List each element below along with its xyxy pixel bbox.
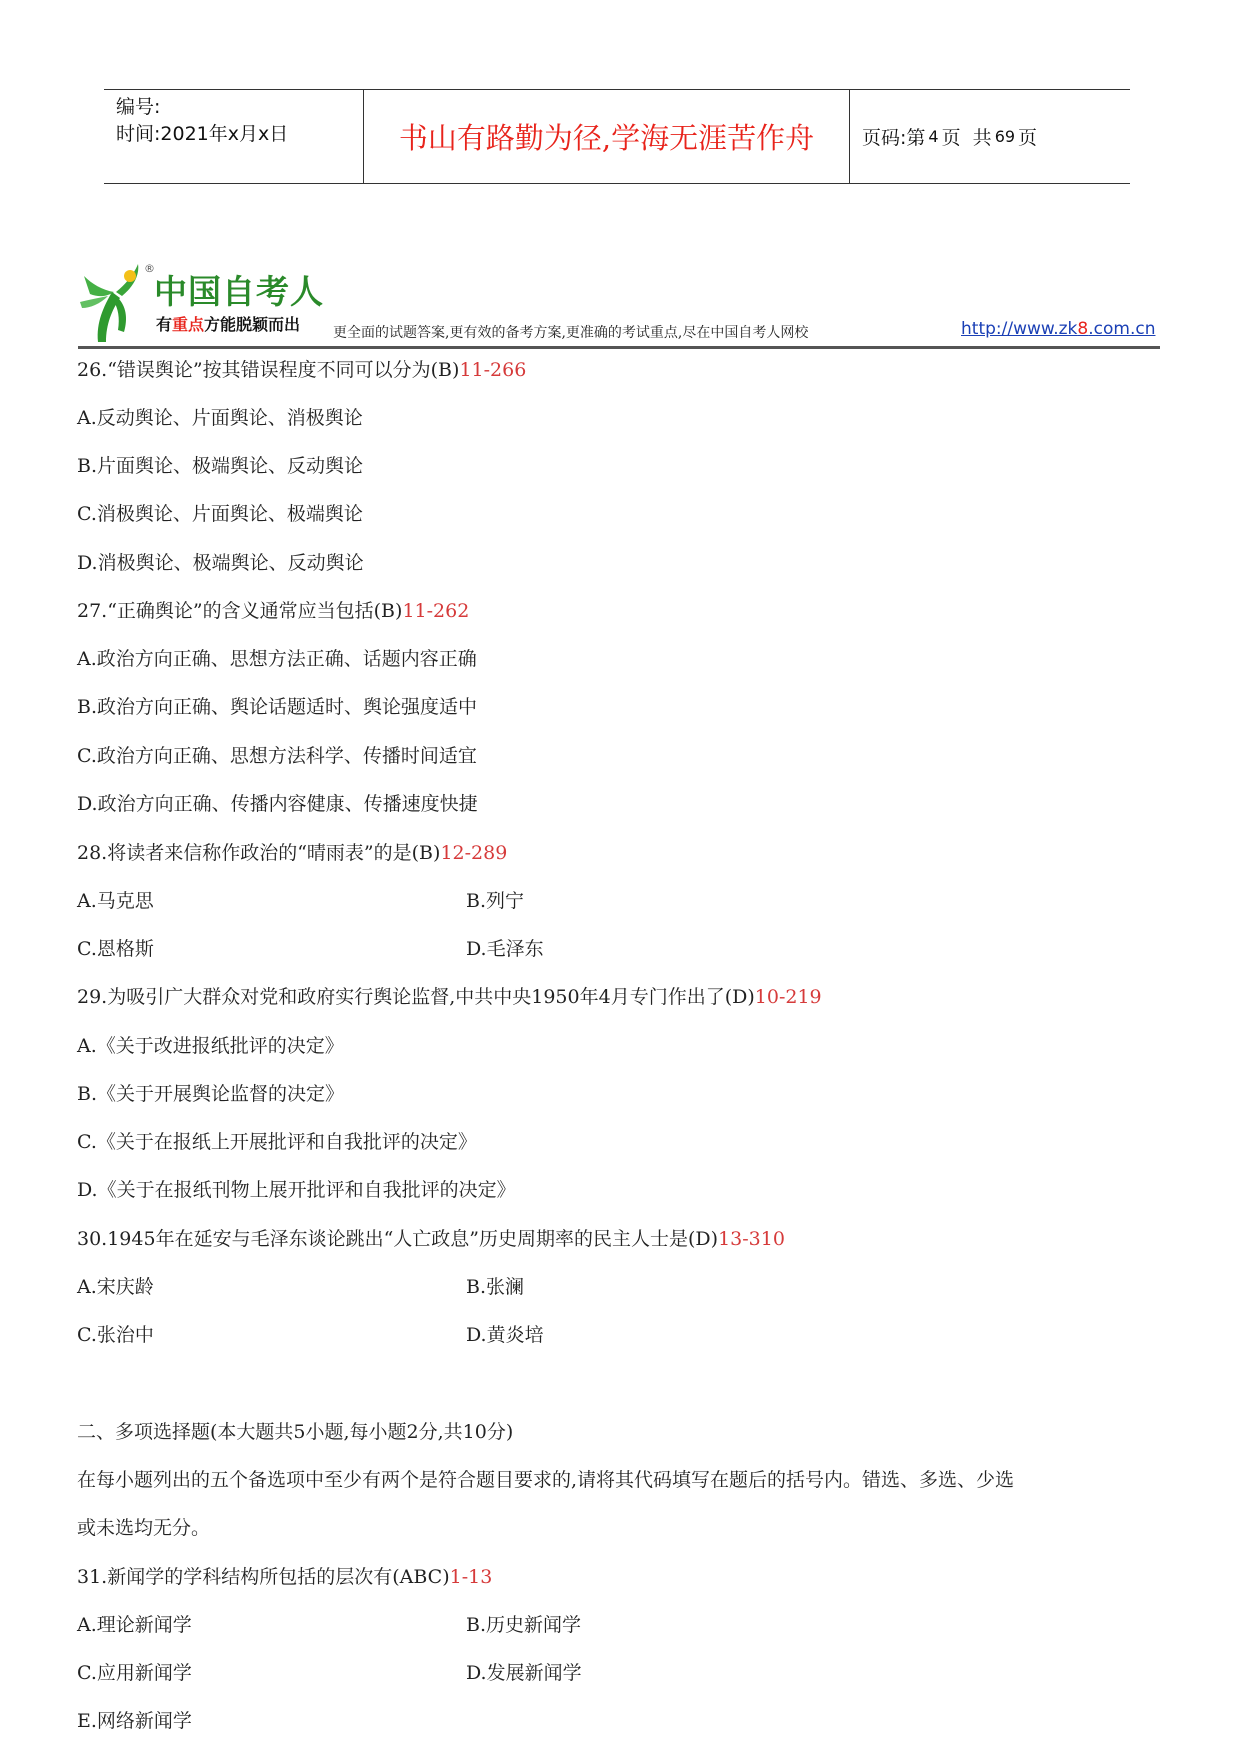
chapter-ref: 1-13 (449, 1566, 493, 1588)
tagline: 更全面的试题答案,更有效的备考方案,更准确的考试重点,尽在中国自考人网校 (333, 325, 809, 341)
question-28-option-a: A.马克思 (77, 890, 154, 912)
question-26-option-d: D.消极舆论、极端舆论、反动舆论 (77, 552, 364, 574)
question-27-option-d: D.政治方向正确、传播内容健康、传播速度快捷 (77, 793, 478, 815)
slogan (156, 312, 300, 335)
question-31-stem (77, 1564, 492, 1590)
question-27-stem (77, 598, 469, 624)
chapter-ref: 11-262 (402, 600, 470, 622)
brand-name: 中国自考人 (154, 272, 324, 311)
question-30-option-d: D.黄炎培 (466, 1324, 544, 1346)
question-29-option-a: A.《关于改进报纸批评的决定》 (77, 1035, 344, 1057)
header-meta (104, 90, 364, 183)
question-30-option-a: A.宋庆龄 (77, 1276, 154, 1298)
question-31-option-d: D.发展新闻学 (466, 1662, 582, 1684)
chapter-ref: 11-266 (459, 359, 527, 381)
stem-text: 31.新闻学的学科结构所包括的层次有(ABC) (77, 1566, 450, 1588)
stem-text: 30.1945年在延安与毛泽东谈论跳出“人亡政息”历史周期率的民主人士是(D) (77, 1228, 719, 1250)
question-28-option-d: D.毛泽东 (466, 938, 544, 960)
question-26-stem (77, 357, 526, 383)
running-figure-logo-icon (78, 262, 150, 344)
banner-divider (78, 346, 1160, 349)
page-current: 4 (928, 127, 939, 146)
question-31-option-c: C.应用新闻学 (77, 1662, 192, 1684)
stem-text: 29.为吸引广大群众对党和政府实行舆论监督,中共中央1950年4月专门作出了(D) (77, 986, 755, 1008)
stem-text: 27.“正确舆论”的含义通常应当包括(B) (77, 600, 403, 622)
url-part-red: 8 (1077, 319, 1089, 339)
time-label: 时间:2021年x月x日 (116, 123, 289, 145)
slogan-highlight: 重点 (172, 315, 205, 334)
motto: 书山有路勤为径,学海无涯苦作舟 (364, 90, 850, 183)
question-29-option-c: C.《关于在报纸上开展批评和自我批评的决定》 (77, 1131, 477, 1153)
page-total: 69 (994, 127, 1016, 146)
registered-mark: ® (144, 262, 155, 275)
question-31-option-e: E.网络新闻学 (77, 1710, 192, 1732)
question-28-stem (77, 840, 507, 866)
page-prefix: 页码:第 (862, 127, 926, 149)
page-indicator (850, 90, 1130, 183)
question-29-option-b: B.《关于开展舆论监督的决定》 (77, 1083, 345, 1105)
number-label: 编号: (116, 96, 161, 118)
stem-text: 28.将读者来信称作政治的“晴雨表”的是(B) (77, 842, 441, 864)
question-27-option-a: A.政治方向正确、思想方法正确、话题内容正确 (77, 648, 477, 670)
page-header (104, 89, 1130, 184)
question-30-option-b: B.张澜 (466, 1276, 525, 1298)
site-link[interactable] (961, 319, 1155, 339)
question-30-option-c: C.张治中 (77, 1324, 154, 1346)
chapter-ref: 10-219 (754, 986, 822, 1008)
question-29-option-d: D.《关于在报纸刊物上展开批评和自我批评的决定》 (77, 1179, 516, 1201)
question-31-option-a: A.理论新闻学 (77, 1614, 192, 1636)
question-26-option-b: B.片面舆论、极端舆论、反动舆论 (77, 455, 364, 477)
question-29-stem (77, 984, 822, 1010)
section-2-instructions-line-1: 在每小题列出的五个备选项中至少有两个是符合题目要求的,请将其代码填写在题后的括号内。错选、多选、少选 (77, 1469, 1015, 1491)
url-part-b: .com.cn (1088, 319, 1156, 339)
stem-text: 26.“错误舆论”按其错误程度不同可以分为(B) (77, 359, 460, 381)
question-28-option-b: B.列宁 (466, 890, 525, 912)
page-mid: 页 共 (941, 127, 992, 149)
slogan-part-a: 有 (156, 315, 173, 334)
question-27-option-c: C.政治方向正确、思想方法科学、传播时间适宜 (77, 745, 477, 767)
section-2-instructions-line-2: 或未选均无分。 (77, 1517, 211, 1539)
question-30-stem (77, 1226, 785, 1252)
question-27-option-b: B.政治方向正确、舆论话题适时、舆论强度适中 (77, 696, 478, 718)
slogan-part-b: 方能脱颖而出 (204, 315, 301, 334)
logo-banner (78, 262, 1160, 350)
page-suffix: 页 (1018, 127, 1038, 149)
question-26-option-c: C.消极舆论、片面舆论、极端舆论 (77, 503, 363, 525)
question-31-option-b: B.历史新闻学 (466, 1614, 582, 1636)
section-2-title: 二、多项选择题(本大题共5小题,每小题2分,共10分) (77, 1421, 514, 1443)
chapter-ref: 13-310 (718, 1228, 785, 1250)
question-28-option-c: C.恩格斯 (77, 938, 154, 960)
url-part-a: http://www.zk (961, 319, 1078, 339)
question-26-option-a: A.反动舆论、片面舆论、消极舆论 (77, 407, 363, 429)
chapter-ref: 12-289 (440, 842, 508, 864)
